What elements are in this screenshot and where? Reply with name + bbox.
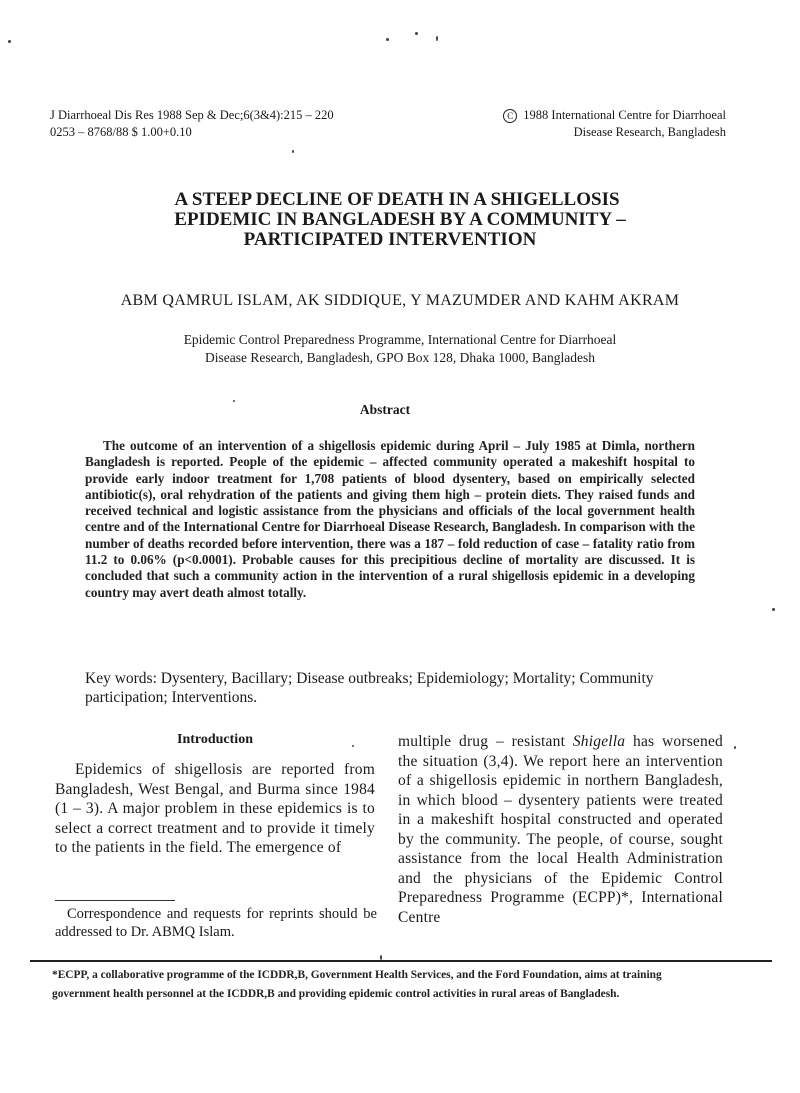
- scan-speck: [415, 32, 418, 35]
- citation-line-2: 0253 – 8768/88 $ 1.00+0.10: [50, 125, 192, 139]
- introduction-paragraph: Epidemics of shigellosis are reported from Bangladesh, West Bengal, and Burma since 1984 (1 – 3). A major problem in these epidemics is to select a correct treatment and to provide it timely to the patients in the field. The emergence of: [55, 761, 375, 856]
- column-right: [398, 732, 723, 927]
- shigella-italic: Shigella: [572, 733, 626, 750]
- copyright-notice: [458, 107, 726, 141]
- title-line-2: EPIDEMIC IN BANGLADESH BY A COMMUNITY –: [174, 209, 626, 230]
- affiliation-line-1: Epidemic Control Preparedness Programme, International Centre for Diarrhoeal: [183, 332, 617, 347]
- correspondence-note: Correspondence and requests for reprints should be addressed to Dr. ABMQ Islam.: [55, 906, 377, 940]
- author-list: ABM QAMRUL ISLAM, AK SIDDIQUE, Y MAZUMDER AND KAHM AKRAM: [120, 292, 680, 309]
- footnote-divider: [30, 960, 772, 962]
- affiliation-line-2: Disease Research, Bangladesh, GPO Box 128, Dhaka 1000, Bangladesh: [205, 350, 595, 365]
- abstract-text: The outcome of an intervention of a shigellosis epidemic during April – July 1985 at Dimla, northern Bangladesh is reported. People of the epidemic – affected community operated a makeshift hospital to provide early indoor treatment for 1,708 patients of blood dysentery, based on empirically selected antibiotic(s), oral rehydration of the patients and giving them high – protein diets. They raised funds and received technical and logistic assistance from the physicians and officials of the local government health centre and of the International Centre for Diarrhoeal Disease Research, Bangladesh. In comparison with the number of deaths recorded before intervention, there was a 187 – fold reduction of case – fatality ratio from 11.2 to 0.06% (p<0.0001). Probable causes for this precipitious decline of mortality are discussed. It is concluded that such a community action in the intervention of a rural shigellosis epidemic in a developing country may avert death almost totally.: [85, 438, 695, 600]
- scan-speck: [436, 36, 438, 41]
- correspondence-divider: [55, 900, 175, 901]
- copyright-line-1: C 1988 International Centre for Diarrhoeal: [458, 107, 726, 124]
- introduction-heading: Introduction: [177, 732, 253, 747]
- citation-line-1: J Diarrhoeal Dis Res 1988 Sep & Dec;6(3&4):215 – 220: [50, 108, 334, 122]
- footnote: *ECPP, a collaborative programme of the ICDDR,B, Government Health Services, and the Ford Foundation, aims at training government health personnel at the ICDDR,B and providing epidemic control activities in rural areas of Bangladesh.: [52, 969, 662, 1000]
- title-line-3: PARTICIPATED INTERVENTION: [243, 229, 537, 250]
- copyright-icon: C: [503, 109, 517, 123]
- title-line-1: A STEEP DECLINE OF DEATH IN A SHIGELLOSIS: [174, 189, 620, 210]
- journal-citation: [50, 107, 334, 141]
- scan-speck: [734, 746, 736, 749]
- scan-speck: [8, 40, 11, 43]
- scan-speck: [292, 150, 294, 153]
- copyright-line-2: Disease Research, Bangladesh: [573, 125, 726, 139]
- paper-title: [0, 190, 800, 250]
- affiliation: [115, 331, 685, 367]
- scan-speck: [772, 608, 775, 611]
- scan-speck: [386, 38, 389, 41]
- abstract-heading: Abstract: [359, 402, 411, 417]
- column-left: [55, 732, 375, 858]
- introduction-continued: multiple drug – resistant Shigella has worsened the situation (3,4). We report here an intervention of a shigellosis epidemic in northern Bangladesh, in which blood – dysentery patients were treated in a makeshift hospital constructed and operated by the community. The people, of course, sought assistance from the local Health Administration and the physicians of the Epidemic Control Preparedness Programme (ECPP)*, International Centre: [398, 733, 723, 926]
- keywords: Key words: Dysentery, Bacillary; Disease outbreaks; Epidemiology; Mortality; Community participation; Interventions.: [85, 670, 654, 706]
